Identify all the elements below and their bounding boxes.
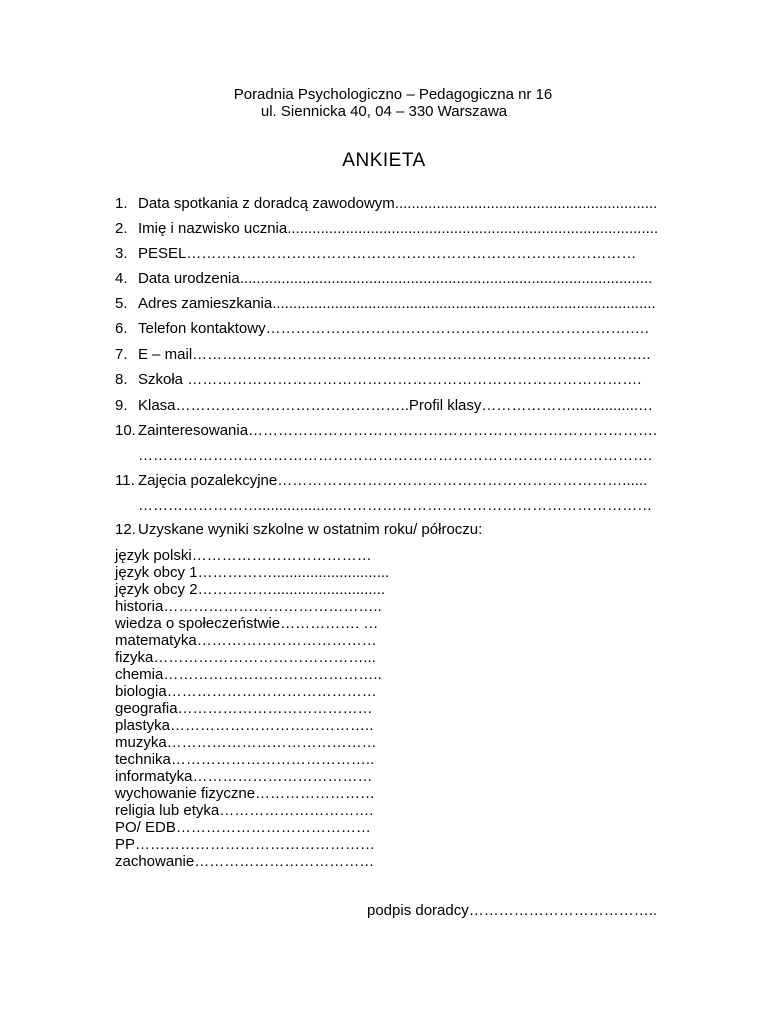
- question-text: E – mail………………………………………………………………………………..: [138, 346, 651, 363]
- question-text: Klasa………………………………………..Profil klasy………………................…: [138, 397, 654, 414]
- question-number: 7.: [115, 346, 128, 363]
- question-text: Zajęcia pozalekcyjne……………………………………………………………......: [138, 472, 648, 489]
- document-title: ANKIETA: [342, 150, 426, 171]
- question-11-continuation: [138, 497, 652, 515]
- question-7: [115, 346, 651, 364]
- institution-name: Poradnia Psychologiczno – Pedagogiczna nr 16: [233, 86, 553, 103]
- subject-line: informatyka………………………………: [115, 768, 373, 785]
- question-number: 4.: [115, 270, 128, 287]
- subject-line: muzyka……………………………………: [115, 734, 377, 751]
- question-1: [115, 195, 657, 213]
- question-5: [115, 295, 656, 313]
- question-3: [115, 245, 636, 263]
- question-text: Uzyskane wyniki szkolne w ostatnim roku/ półroczu:: [138, 521, 483, 538]
- subject-line: geografia…………………………………: [115, 700, 373, 717]
- question-number: 1.: [115, 195, 128, 212]
- question-2: [115, 220, 658, 238]
- question-text: Imię i nazwisko ucznia.........................................................................................: [138, 220, 659, 237]
- subject-line: PO/ EDB…………………………………: [115, 819, 371, 836]
- subject-line: PP…………………………………………: [115, 836, 376, 853]
- subject-line: matematyka………………………………: [115, 632, 377, 649]
- question-10: [115, 422, 657, 440]
- question-text: Szkoła ……………………………………………………………………………….: [138, 371, 642, 388]
- question-text: Data urodzenia...................................................................................................: [138, 270, 653, 287]
- subject-line: język polski………………………………: [115, 547, 372, 564]
- question-text: ………………………………………………………………………………………….: [138, 447, 653, 464]
- question-11: [115, 472, 647, 490]
- question-number: 8.: [115, 371, 128, 388]
- subject-line: język obcy 2……………...........................: [115, 581, 386, 598]
- subject-line: wiedza o społeczeństwie……………. …: [115, 615, 379, 632]
- subject-line: historia……………………………………..: [115, 598, 382, 615]
- question-10-continuation: [138, 447, 652, 465]
- question-9: [115, 397, 653, 415]
- question-4: [115, 270, 652, 288]
- question-number: 5.: [115, 295, 128, 312]
- question-number: 6.: [115, 320, 128, 337]
- subject-line: chemia……………………………………..: [115, 666, 382, 683]
- question-text: Data spotkania z doradcą zawodowym...............................................................: [138, 195, 658, 212]
- question-number: 11.: [115, 472, 135, 489]
- institution-address: ul. Siennicka 40, 04 – 330 Warszawa: [260, 103, 508, 120]
- subject-line: biologia……………………………………: [115, 683, 377, 700]
- subject-line: zachowanie………………………………: [115, 853, 375, 870]
- advisor-signature-line: podpis doradcy………………………………..: [367, 902, 658, 919]
- subject-line: język obcy 1……………............................: [115, 564, 390, 581]
- question-text: ……………………...................………………………………………………………: [138, 497, 653, 514]
- question-text: PESEL………………………………………………………………………………: [138, 245, 637, 262]
- subject-line: technika…………………………………..: [115, 751, 375, 768]
- subject-line: plastyka…………………………………..: [115, 717, 374, 734]
- question-number: 3.: [115, 245, 128, 262]
- subject-line: religia lub etyka………………………….: [115, 802, 374, 819]
- question-6: [115, 320, 649, 338]
- question-text: Zainteresowania……………………………………………………………………….: [138, 422, 658, 439]
- question-number: 10.: [115, 422, 136, 439]
- subject-line: wychowanie fizyczne……………………: [115, 785, 376, 802]
- question-text: Telefon kontaktowy……………………………………………………………….….: [138, 320, 649, 337]
- subject-line: fizyka……………………………………...: [115, 649, 376, 666]
- question-8: [115, 371, 641, 389]
- question-number: 9.: [115, 397, 128, 414]
- question-number: 2.: [115, 220, 128, 237]
- question-number: 12.: [115, 521, 136, 538]
- question-text: Adres zamieszkania............................................................................................: [138, 295, 656, 312]
- subject-grades-list: [115, 547, 389, 870]
- question-12: [115, 521, 482, 539]
